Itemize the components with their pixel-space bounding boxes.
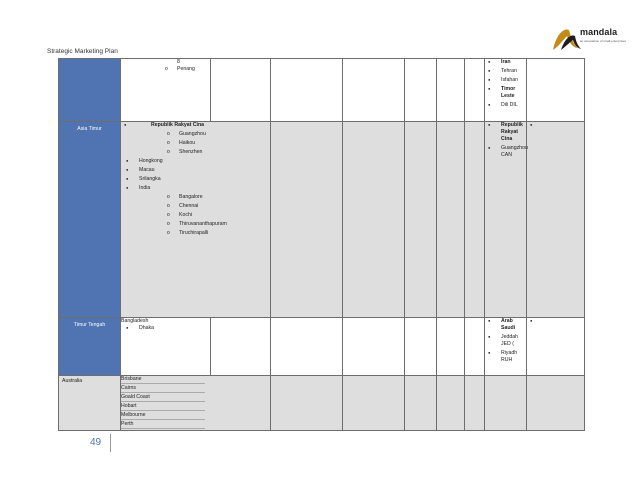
destination-cell — [485, 59, 527, 122]
logo-tagline: an association of small enterprises — [580, 39, 627, 43]
region-cell: Timur Tengah — [59, 318, 121, 376]
list-item: ● Macau — [123, 167, 209, 174]
empty-cell — [465, 122, 485, 318]
empty-cell — [211, 59, 271, 122]
empty-cell — [465, 376, 485, 431]
region-cell: Asia Timur — [59, 122, 121, 318]
empty-cell — [465, 318, 485, 376]
empty-cell — [485, 376, 527, 431]
table-row — [59, 122, 585, 318]
list-item: o Guangzhou — [167, 131, 207, 138]
list-item: o Kochi — [167, 212, 207, 219]
destination-list — [485, 318, 526, 364]
city-list — [165, 66, 210, 73]
list-item: ● Srilangka — [123, 176, 209, 183]
table-row — [59, 376, 585, 431]
empty-cell — [437, 59, 465, 122]
empty-cell — [437, 318, 465, 376]
destination-cell — [485, 122, 527, 318]
list-item: o Chennai — [167, 203, 207, 210]
empty-cell — [271, 122, 343, 318]
bullet-cell — [527, 122, 585, 318]
list-item: ● Dili DIL — [485, 102, 526, 109]
list-item: 8 — [177, 59, 180, 65]
list-item: Cairns — [121, 385, 205, 393]
empty-cell — [343, 122, 405, 318]
country-cell — [121, 318, 211, 376]
empty-cell — [211, 318, 271, 376]
list-item: ● Timor Leste — [485, 86, 526, 100]
list-item: o Haikou — [167, 140, 207, 147]
empty-cell — [271, 318, 343, 376]
list-item: ● Riyadh RUH — [485, 350, 526, 364]
destination-list — [485, 59, 526, 109]
list-item: ● Jeddah JED ( — [485, 334, 526, 348]
list-item: ● Arab Saudi — [485, 318, 526, 332]
page-number-divider — [110, 434, 111, 452]
destination-cell — [485, 318, 527, 376]
list-item: o Bangalore — [167, 194, 207, 201]
list-item: ● Tehran — [485, 68, 526, 75]
country-name: Bangladesh — [121, 318, 149, 324]
list-item: o Shenzhen — [167, 149, 207, 156]
city-list — [167, 194, 227, 237]
list-item — [121, 59, 211, 122]
empty-cell — [405, 122, 437, 318]
destination-table — [58, 58, 585, 431]
list-item: ● India — [123, 185, 209, 192]
bullet-icon — [527, 122, 584, 129]
empty-cell — [437, 122, 465, 318]
empty-cell — [405, 376, 437, 431]
empty-cell — [271, 59, 343, 122]
empty-cell — [343, 59, 405, 122]
logo-wordmark: mandala — [580, 27, 618, 37]
document-header-title: Strategic Marketing Plan — [47, 48, 118, 55]
table-row — [59, 59, 585, 122]
country-list — [123, 158, 209, 192]
empty-cell — [527, 376, 585, 431]
destination-list — [485, 122, 526, 159]
city-list — [123, 325, 210, 332]
list-item: ● Republik Rakyat Cina — [485, 122, 526, 143]
empty-cell — [405, 59, 437, 122]
bullet-cell — [527, 318, 585, 376]
empty-cell — [465, 59, 485, 122]
list-item: Brisbane — [121, 376, 205, 384]
list-item: ● Isfahan — [485, 77, 526, 84]
list-item: Melbourne — [121, 412, 205, 420]
city-list — [121, 376, 205, 429]
region-cell: Australia — [59, 376, 121, 431]
bullet-icon — [527, 318, 584, 325]
list-item: ● Hongkong — [123, 158, 209, 165]
list-item: o Tiruchirapalli — [167, 230, 207, 237]
city-list — [167, 131, 207, 156]
region-cell — [59, 59, 121, 122]
page-number: 49 — [90, 437, 102, 448]
country-list — [121, 122, 209, 129]
list-item: ● Dhaka — [123, 325, 210, 332]
list-item: Perth — [121, 421, 205, 429]
empty-cell — [527, 59, 585, 122]
empty-cell — [405, 318, 437, 376]
table-row — [59, 318, 585, 376]
list-item: ● Guangzhou CAN — [485, 145, 526, 159]
empty-cell — [343, 318, 405, 376]
list-item: o Penang — [165, 66, 210, 73]
country-cell — [121, 122, 271, 318]
list-item: ● Iran — [485, 59, 526, 66]
empty-cell — [343, 376, 405, 431]
list-item: Goald Coast — [121, 394, 205, 402]
list-item: Hobart — [121, 403, 205, 411]
empty-cell — [437, 376, 465, 431]
city-cell — [121, 376, 271, 431]
empty-cell — [271, 376, 343, 431]
list-item: o Thiruvananthapuram — [167, 221, 207, 228]
list-item: ● Republik Rakyat Cina — [121, 122, 209, 129]
